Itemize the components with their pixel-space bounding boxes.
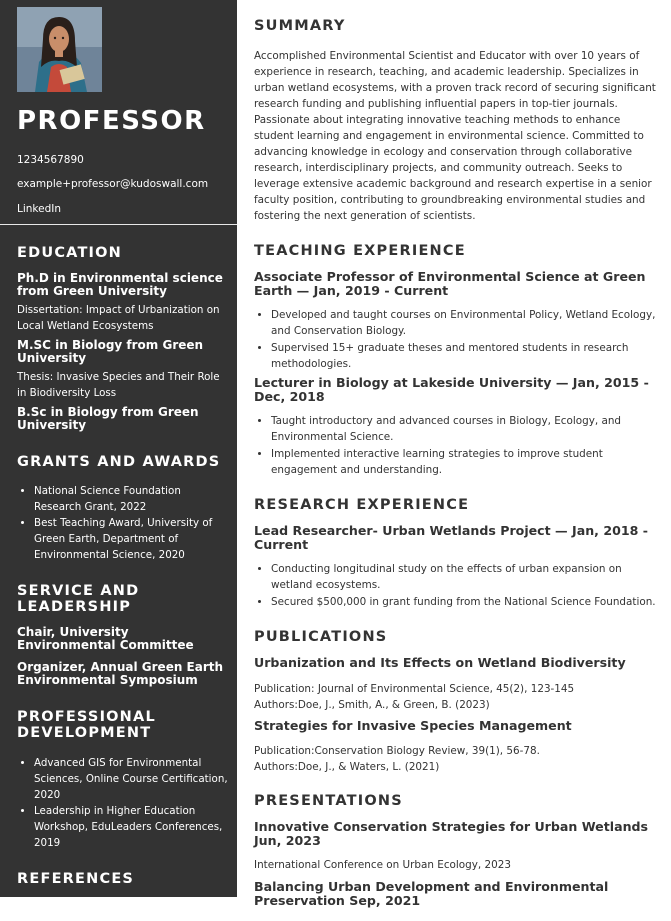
education-heading: EDUCATION: [17, 245, 123, 261]
publication-source: Publication: Journal of Environmental Science, 45(2), 123-145: [254, 682, 575, 695]
publications-heading: PUBLICATIONS: [254, 629, 388, 645]
main-content: [237, 0, 671, 908]
job-bullets: [254, 561, 660, 610]
grant-item: • Best Teaching Award, University of Green Earth, Department of Environmental Science, 2020: [34, 515, 229, 563]
presentations-heading: PRESENTATIONS: [254, 793, 403, 809]
education-degree: B.Sc in Biology from Green University: [17, 405, 199, 432]
job-bullet: • Developed and taught courses on Environmental Policy, Wetland Ecology, and Conservation Biology.: [271, 307, 660, 339]
research-heading: RESEARCH EXPERIENCE: [254, 497, 470, 513]
profile-photo-illustration: [17, 7, 102, 92]
education-degree: M.SC in Biology from Green University: [17, 338, 204, 365]
summary-heading: SUMMARY: [254, 18, 346, 34]
publications-section: [254, 629, 660, 775]
development-item: • Leadership in Higher Education Workshop, EduLeaders Conferences, 2019: [34, 803, 229, 851]
development-section: [17, 709, 229, 851]
research-section: [254, 497, 660, 610]
publication-authors: Authors:Doe, J., Smith, A., & Green, B. (2023): [254, 698, 490, 711]
grant-item: • National Science Foundation Research Grant, 2022: [34, 483, 229, 515]
presentations-section: [254, 793, 660, 907]
service-item: Chair, University Environmental Committee: [17, 625, 194, 652]
job-bullets: [254, 413, 660, 478]
presentation-title: Balancing Urban Development and Environmental Preservation Sep, 2021: [254, 879, 609, 908]
references-heading: REFERENCES: [17, 871, 135, 887]
main-sections: [254, 18, 660, 917]
publication-source: Publication:Conservation Biology Review, 39(1), 56-78.: [254, 745, 540, 757]
publication-title: Urbanization and Its Effects on Wetland Biodiversity: [254, 655, 626, 670]
development-list: [17, 755, 229, 851]
service-item: Organizer, Annual Green Earth Environmental Symposium: [17, 660, 224, 687]
presentation-title: Innovative Conservation Strategies for Urban Wetlands Jun, 2023: [254, 819, 649, 848]
teaching-heading: TEACHING EXPERIENCE: [254, 243, 466, 259]
job-title: Associate Professor of Environmental Science at Green Earth — Jan, 2019 - Current: [254, 269, 646, 298]
development-item: • Advanced GIS for Environmental Sciences, Online Course Certification, 2020: [34, 755, 229, 803]
email-link[interactable]: example+professor@kudoswall.com: [17, 178, 209, 190]
publication-title: Strategies for Invasive Species Management: [254, 717, 572, 733]
job-bullet: • Implemented interactive learning strategies to improve student engagement and understanding.: [271, 446, 660, 478]
sidebar: [0, 0, 237, 914]
profile-photo: [17, 7, 102, 92]
job-bullets: [254, 307, 660, 372]
education-degree: Ph.D in Environmental science from Green University: [17, 271, 223, 298]
education-section: [17, 245, 229, 432]
summary-text: Accomplished Environmental Scientist and Educator with over 10 years of experience in research, teaching, and academic leadership. Specializes in urban wetland ecosystems, with a proven track record of securing significant research funding and publishing influential papers in top-tier journals. Passionate about integrating innovative teaching methods to enhance student learning and engagement in environmental science. Committed to advancing knowledge in ecology and conservation through collaborative research, interdisciplinary projects, and community outreach. Seeks to leverage extensive academic background and research expertise in a senior faculty position, contributing to groundbreaking environmental studies and fostering the next generation of scientists.: [254, 50, 656, 222]
presentation-detail: International Conference on Urban Ecology, 2023: [254, 859, 511, 871]
grants-heading: GRANTS AND AWARDS: [17, 454, 221, 470]
phone-number: 1234567890: [17, 154, 84, 166]
job-title: Lecturer in Biology at Lakeside University — Jan, 2015 - Dec, 2018: [254, 375, 649, 404]
education-detail: Dissertation: Impact of Urbanization on Local Wetland Ecosystems: [17, 304, 220, 332]
summary-section: [254, 18, 660, 224]
sidebar-sections: [17, 245, 229, 921]
education-detail: Thesis: Invasive Species and Their Role in Biodiversity Loss: [17, 371, 220, 399]
development-heading: PROFESSIONAL DEVELOPMENT: [17, 709, 156, 741]
job-bullet: • Conducting longitudinal study on the effects of urban expansion on wetland ecosystems.: [271, 561, 660, 593]
linkedin-link[interactable]: LinkedIn: [17, 203, 62, 215]
grants-list: [17, 483, 229, 563]
references-text: Available upon request.: [17, 902, 139, 914]
job-bullet: • Secured $500,000 in grant funding from the National Science Foundation.: [271, 594, 660, 610]
job-title: Lead Researcher- Urban Wetlands Project — Jan, 2018 - Current: [254, 523, 649, 552]
profile-name: PROFESSOR: [17, 106, 206, 136]
job-bullet: • Taught introductory and advanced courses in Biology, Ecology, and Environmental Science.: [271, 413, 660, 445]
job-bullet: • Supervised 15+ graduate theses and mentored students in research methodologies.: [271, 340, 660, 372]
service-section: [17, 583, 229, 687]
service-heading: SERVICE AND LEADERSHIP: [17, 583, 140, 615]
grants-section: [17, 454, 229, 563]
references-section: [17, 871, 229, 916]
sidebar-divider: [0, 224, 237, 225]
publication-authors: Authors:Doe, J., & Waters, L. (2021): [254, 761, 440, 773]
teaching-section: [254, 243, 660, 478]
